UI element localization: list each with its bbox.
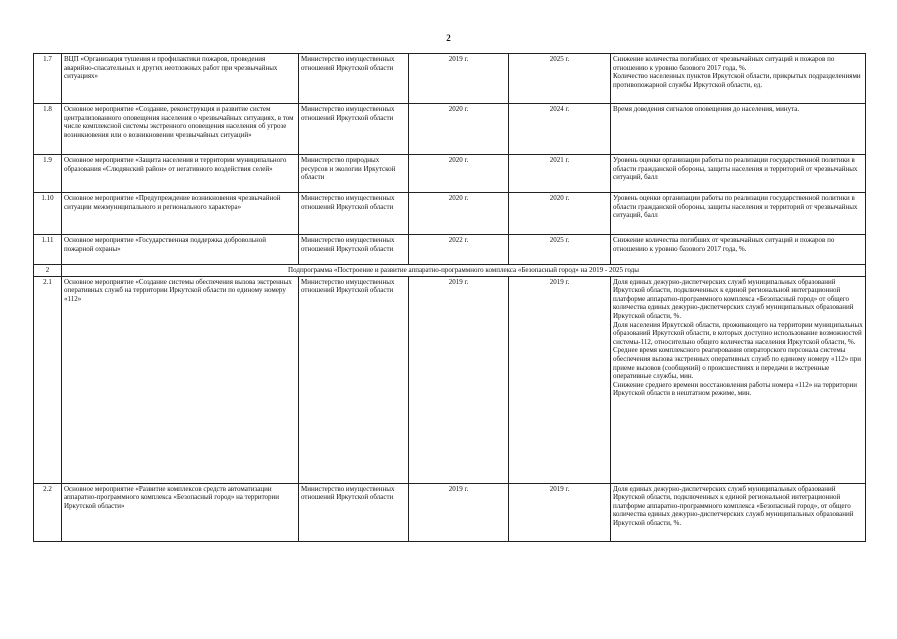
row-number: 2.1 <box>34 276 62 483</box>
indicators-text: Уровень оценки организации работы по реализации государственной политики в области гражданской обороны, защиты населения и территорий от чрезвычайных ситуаций, балл <box>613 156 858 182</box>
indicators <box>611 155 866 193</box>
row-number: 1.10 <box>34 193 62 235</box>
row-number: 2.2 <box>34 483 62 541</box>
measure-name: Основное мероприятие «Защита населения и территории муниципального образования «Слюдянский район» от негативного воздействия селей» <box>62 155 299 193</box>
end-year: 2025 г. <box>509 54 611 104</box>
indicators-text: Уровень оценки организации работы по реализации государственной политики в области гражданской обороны, защиты населения и территорий от чрезвычайных ситуаций, балл <box>613 194 858 220</box>
executor: Министерство имущественных отношений Иркутской области <box>299 193 409 235</box>
indicators <box>611 235 866 265</box>
indicators-text: Доля единых дежурно-диспетчерских служб муниципальных образований Иркутской области, подключенных к единой региональной интеграционной платформе аппаратно-программного комплекса «Безопасный город» от общего количества единых дежурно-диспетчерских служб муниципальных образований Иркутской области, %. Доля населения Иркутской области, проживающего на территории муниципальных образований Иркутской области, в которых доступно использование возможностей системы-112, относительно общего количества населения Иркутской области, %. Среднее время комплексного реагирования операторского персонала системы обеспечения вызова экстренных оперативных служб по единому номеру «112» при приеме вызовов (сообщений) о происшествиях и передачи в экстренные оперативные службы, мин. Снижение среднего времени восстановления работы номера «112» на территории Иркутской области в нештатном режиме, мин. <box>613 277 863 398</box>
measure-name: Основное мероприятие «Создание, реконструкция и развитие систем централизованного оповещения населения о чрезвычайных ситуациях, в том числе комплексной системы экстренного оповещения населения об угрозе возникновения или о возникновении чрезвычайных ситуаций» <box>62 104 299 155</box>
start-year: 2019 г. <box>409 483 509 541</box>
end-year: 2020 г. <box>509 193 611 235</box>
end-year: 2024 г. <box>509 104 611 155</box>
indicators-text: Снижение количества погибших от чрезвычайных ситуаций и пожаров по отношению к уровню базового 2017 года, %. Количество населенных пунктов Иркутской области, прикрытых подразделениями противопожарной службы Иркутской области, ед. <box>613 55 861 89</box>
start-year: 2020 г. <box>409 155 509 193</box>
indicators <box>611 276 866 483</box>
measure-name: ВЦП «Организация тушения и профилактики пожаров, проведения аварийно-спасательных и других неотложных работ при чрезвычайных ситуациях» <box>62 54 299 104</box>
executor: Министерство имущественных отношений Иркутской области <box>299 235 409 265</box>
subprogram-row <box>34 265 866 277</box>
measure-name: Основное мероприятие «Государственная поддержка добровольной пожарной охраны» <box>62 235 299 265</box>
start-year: 2020 г. <box>409 193 509 235</box>
indicators <box>611 104 866 155</box>
row-number: 1.9 <box>34 155 62 193</box>
table-row <box>34 193 866 235</box>
row-number: 1.11 <box>34 235 62 265</box>
indicators <box>611 54 866 104</box>
indicators-text: Доля единых дежурно-диспетчерских служб муниципальных образований Иркутской области, подключенных к единой региональной интеграционной платформе аппаратно-программного комплекса «Безопасный город», от общего количества единых дежурно-диспетчерских служб муниципальных образований Иркутской области, %. <box>613 484 854 527</box>
indicators-text: Снижение количества погибших от чрезвычайных ситуаций и пожаров по отношению к уровню базового 2017 года, %. <box>613 236 835 253</box>
page-number: 2 <box>446 33 451 43</box>
end-year: 2025 г. <box>509 235 611 265</box>
indicators <box>611 193 866 235</box>
start-year: 2020 г. <box>409 104 509 155</box>
executor: Министерство имущественных отношений Иркутской области <box>299 276 409 483</box>
end-year: 2019 г. <box>509 483 611 541</box>
executor: Министерство имущественных отношений Иркутской области <box>299 104 409 155</box>
measures-table <box>33 53 866 542</box>
end-year: 2021 г. <box>509 155 611 193</box>
executor: Министерство природных ресурсов и экологии Иркутской области <box>299 155 409 193</box>
row-number: 1.8 <box>34 104 62 155</box>
table-row <box>34 104 866 155</box>
row-number: 2 <box>34 265 62 277</box>
table-row <box>34 155 866 193</box>
executor: Министерство имущественных отношений Иркутской области <box>299 483 409 541</box>
executor: Министерство имущественных отношений Иркутской области <box>299 54 409 104</box>
end-year: 2019 г. <box>509 276 611 483</box>
measure-name: Основное мероприятие «Развитие комплексов средств автоматизации аппаратно-программного комплекса «Безопасный город» на территории Иркутской области» <box>62 483 299 541</box>
start-year: 2022 г. <box>409 235 509 265</box>
table-row <box>34 276 866 483</box>
indicators-text: Время доведения сигналов оповещения до населения, минута. <box>613 105 800 113</box>
table-row <box>34 483 866 541</box>
row-number: 1.7 <box>34 54 62 104</box>
start-year: 2019 г. <box>409 54 509 104</box>
measure-name: Основное мероприятие «Предупреждение возникновения чрезвычайной ситуации межмуниципального и регионального характера» <box>62 193 299 235</box>
start-year: 2019 г. <box>409 276 509 483</box>
subprogram-title: Подпрограмма «Построение и развитие аппаратно-программного комплекса «Безопасный город» на 2019 - 2025 годы <box>62 265 866 277</box>
indicators <box>611 483 866 541</box>
table-row <box>34 54 866 104</box>
measure-name: Основное мероприятие «Создание системы обеспечения вызова экстренных оперативных служб на территории Иркутской области по единому номеру «112» <box>62 276 299 483</box>
table-row <box>34 235 866 265</box>
